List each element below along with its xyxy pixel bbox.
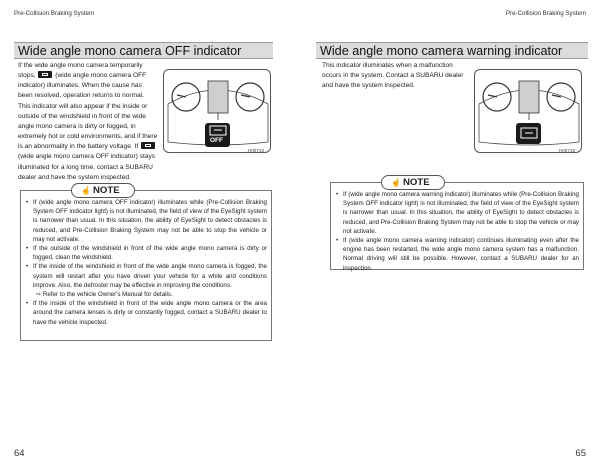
note-list-left xyxy=(26,198,267,327)
body-text-part: (wide angle mono camera OFF indicator) stays illuminated for a long time, contact a SUBARU dealer and have the system inspected. xyxy=(18,153,156,181)
instrument-cluster-figure-off xyxy=(163,69,271,153)
figure-id: H00719 xyxy=(558,148,575,153)
note-header xyxy=(381,175,445,190)
note-header xyxy=(71,183,135,198)
note-hand-icon: ☝ xyxy=(391,178,401,187)
instrument-cluster-illustration xyxy=(475,70,583,154)
body-text-right: This indicator illuminates when a malfunction occurs in the system. Contact a SUBARU dealer and have the system inspected. xyxy=(322,62,464,90)
body-text-part: (wide angle mono camera OFF indicator) illuminates. When the cause has been resolved, operation returns to normal. This indicator will also appear if the inside or outside of the windshield in front of the wide angle mono camera is dirty or fogged, in extremely hot or cold environments, and if there is an abnormality in the battery voltage. If xyxy=(18,72,158,151)
body-text-part: If the wide angle mono camera temporarily stops, xyxy=(18,62,143,80)
running-header-right: Pre-Collision Braking System xyxy=(505,10,586,17)
page-number-right: 65 xyxy=(575,448,586,459)
figure-id: H00719 xyxy=(247,148,264,153)
body-text-left xyxy=(18,61,158,183)
note-title: NOTE xyxy=(403,177,430,188)
section-title-left: Wide angle mono camera OFF indicator xyxy=(14,42,273,59)
note-item: • If the inside of the windshield in front of the wide angle mono camera or the area around the camera lenses is dirty or constantly fogged, contact a SUBARU dealer to have the vehicle inspected. xyxy=(26,299,267,327)
running-header-left: Pre-Collision Braking System xyxy=(14,10,95,17)
section-title-right: Wide angle mono camera warning indicator xyxy=(316,42,588,59)
note-item: • If (wide angle mono camera warning indicator) continues illuminating even after the engine has been restarted, the wide angle mono camera system has a malfunction. Normal driving will still be possible. However, contact a SUBARU dealer for an inspection. xyxy=(336,236,579,273)
note-item: • If the inside of the windshield in front of the wide angle mono camera is fogged, the system will restart after you have driven your vehicle for a while and conditions improve. Also, the defroster may be effective in improving the conditions. xyxy=(26,262,267,290)
note-item: • If (wide angle mono camera warning indicator) illuminates while (Pre-Collision Braking System OFF indicator light) is not illuminated, the field of view of the EyeSight system is narrower than usual. In this situation, the ability of EyeSight to detect obstacles is reduced, and Pre-Collision Braking System may not be able to stop the vehicle or may not activate. xyxy=(336,190,579,236)
note-item: • If (wide angle mono camera OFF indicator) illuminates while (Pre-Collision Braking System OFF indicator light) is not illuminated, the field of view of the EyeSight system is narrower than usual. In this situation, the ability of EyeSight to detect obstacles is reduced, and Pre-Collision Braking System may not be able to stop the vehicle or may not activate. xyxy=(26,198,267,244)
note-title: NOTE xyxy=(93,185,120,196)
note-item: • If the outside of the windshield in front of the wide angle mono camera is dirty or fogged, clean the windshield. xyxy=(26,244,267,262)
note-box-right xyxy=(330,177,584,272)
note-list-right xyxy=(336,190,579,273)
off-indicator-label: OFF xyxy=(210,137,223,144)
note-hand-icon: ☝ xyxy=(81,186,91,195)
note-box-left xyxy=(20,185,272,341)
page-number-left: 64 xyxy=(14,448,25,459)
note-subitem-reference: ⇨ Refer to the vehicle Owner's Manual for details. xyxy=(36,291,173,299)
camera-indicator-icon xyxy=(38,71,52,78)
instrument-cluster-figure-warning xyxy=(474,69,582,153)
camera-indicator-icon xyxy=(141,142,155,149)
